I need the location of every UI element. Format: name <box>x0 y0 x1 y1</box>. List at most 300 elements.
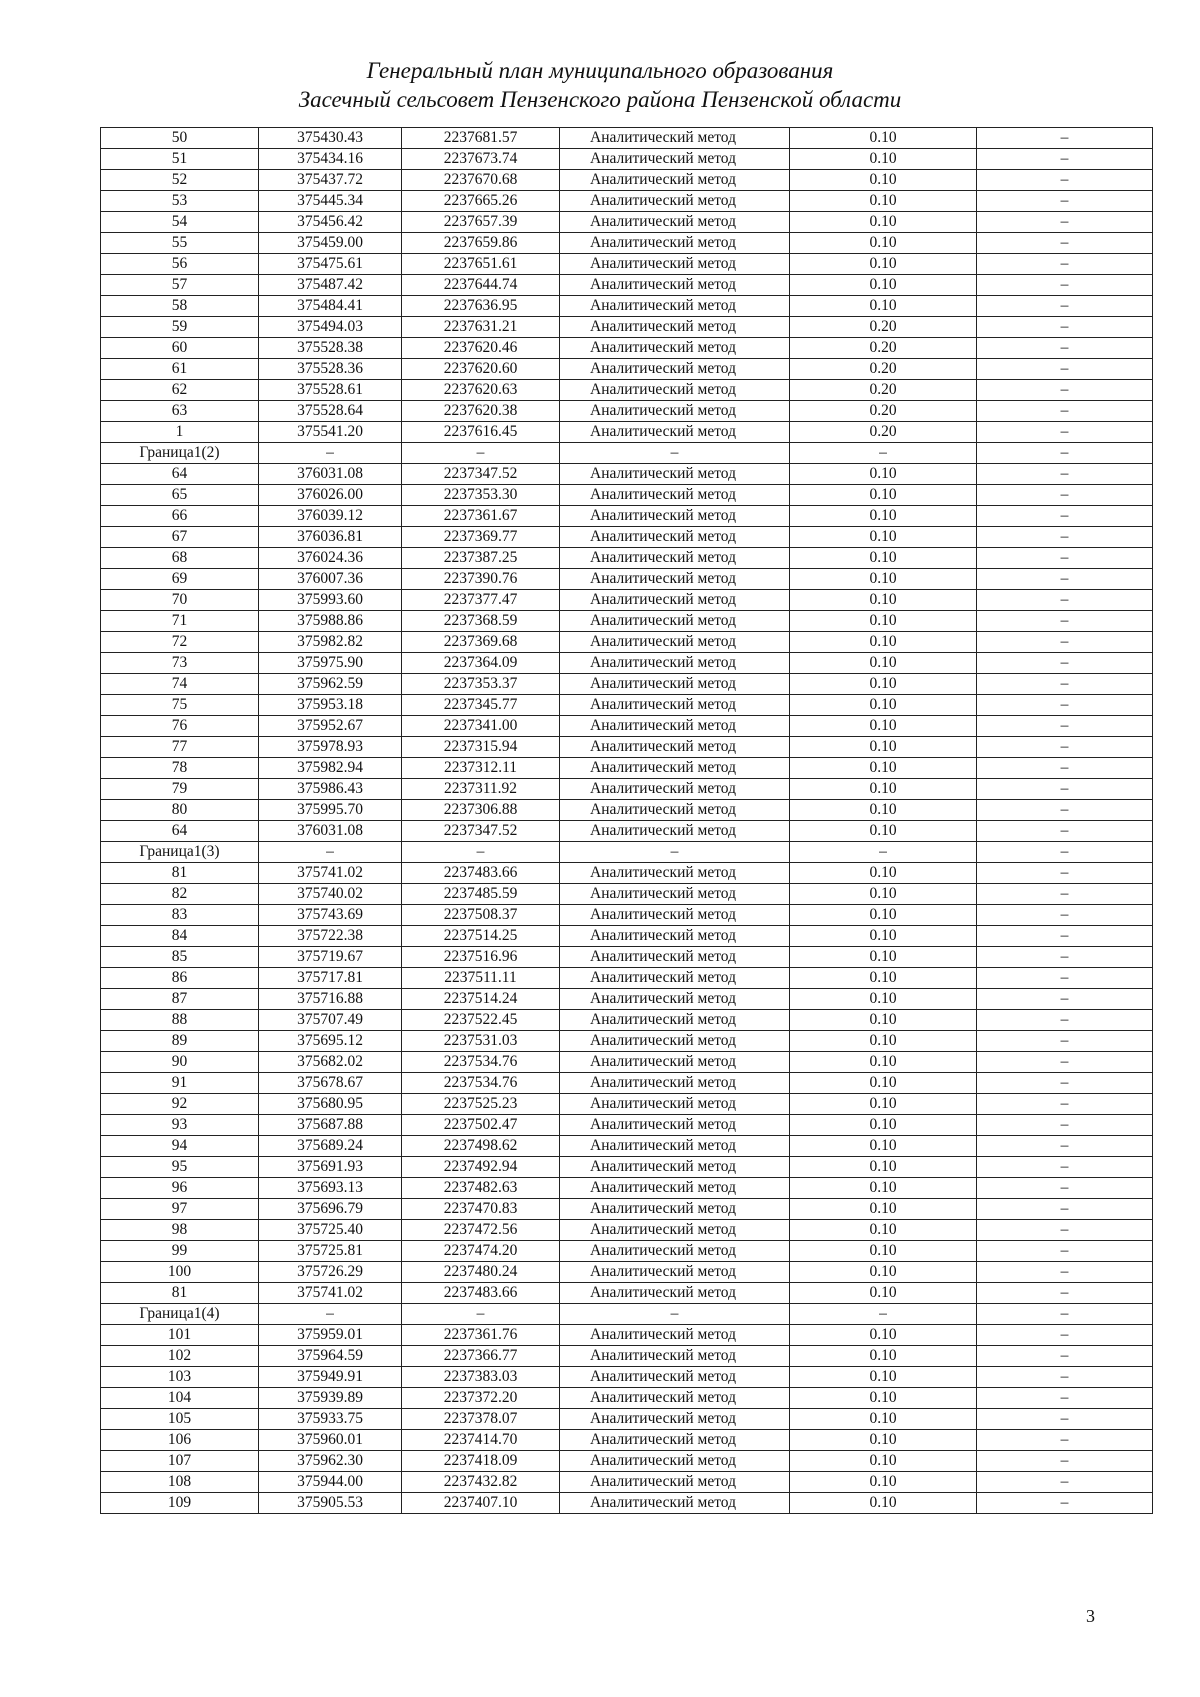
point-number-cell: 68 <box>101 548 259 569</box>
point-number-cell: 62 <box>101 380 259 401</box>
table-row <box>101 737 1153 758</box>
x-coordinate-cell: 375691.93 <box>259 1157 402 1178</box>
description-cell: – <box>977 1094 1153 1115</box>
description-cell: – <box>977 947 1153 968</box>
coordinates-table <box>100 127 1153 1514</box>
x-coordinate-cell: 375456.42 <box>259 212 402 233</box>
description-cell: – <box>977 1241 1153 1262</box>
accuracy-cell: 0.10 <box>790 1136 977 1157</box>
x-coordinate-cell: 375743.69 <box>259 905 402 926</box>
description-cell: – <box>977 317 1153 338</box>
y-coordinate-cell: – <box>402 1304 560 1325</box>
y-coordinate-cell: 2237480.24 <box>402 1262 560 1283</box>
method-cell: Аналитический метод <box>560 254 790 275</box>
description-cell: – <box>977 1388 1153 1409</box>
table-row <box>101 1493 1153 1514</box>
x-coordinate-cell: 375716.88 <box>259 989 402 1010</box>
accuracy-cell: 0.10 <box>790 170 977 191</box>
description-cell: – <box>977 191 1153 212</box>
method-cell: – <box>560 443 790 464</box>
point-number-cell: 50 <box>101 128 259 149</box>
x-coordinate-cell: 376026.00 <box>259 485 402 506</box>
accuracy-cell: 0.10 <box>790 926 977 947</box>
table-row <box>101 779 1153 800</box>
y-coordinate-cell: 2237369.77 <box>402 527 560 548</box>
accuracy-cell: 0.10 <box>790 737 977 758</box>
x-coordinate-cell: – <box>259 1304 402 1325</box>
accuracy-cell: 0.10 <box>790 1367 977 1388</box>
y-coordinate-cell: 2237651.61 <box>402 254 560 275</box>
point-number-cell: 56 <box>101 254 259 275</box>
table-row <box>101 716 1153 737</box>
accuracy-cell: 0.10 <box>790 632 977 653</box>
description-cell: – <box>977 590 1153 611</box>
description-cell: – <box>977 800 1153 821</box>
table-row <box>101 1136 1153 1157</box>
x-coordinate-cell: 376036.81 <box>259 527 402 548</box>
point-number-cell: 73 <box>101 653 259 674</box>
method-cell: Аналитический метод <box>560 674 790 695</box>
x-coordinate-cell: 375933.75 <box>259 1409 402 1430</box>
table-row <box>101 947 1153 968</box>
point-number-cell: 90 <box>101 1052 259 1073</box>
point-number-cell: 81 <box>101 1283 259 1304</box>
point-number-cell: 102 <box>101 1346 259 1367</box>
y-coordinate-cell: 2237485.59 <box>402 884 560 905</box>
y-coordinate-cell: 2237508.37 <box>402 905 560 926</box>
table-row <box>101 590 1153 611</box>
point-number-cell: 70 <box>101 590 259 611</box>
y-coordinate-cell: 2237472.56 <box>402 1220 560 1241</box>
y-coordinate-cell: 2237347.52 <box>402 821 560 842</box>
description-cell: – <box>977 611 1153 632</box>
x-coordinate-cell: 375982.82 <box>259 632 402 653</box>
method-cell: Аналитический метод <box>560 821 790 842</box>
point-number-cell: 72 <box>101 632 259 653</box>
method-cell: Аналитический метод <box>560 296 790 317</box>
y-coordinate-cell: 2237514.25 <box>402 926 560 947</box>
description-cell: – <box>977 1052 1153 1073</box>
table-row <box>101 800 1153 821</box>
y-coordinate-cell: 2237636.95 <box>402 296 560 317</box>
accuracy-cell: 0.10 <box>790 212 977 233</box>
accuracy-cell: 0.10 <box>790 1157 977 1178</box>
y-coordinate-cell: 2237516.96 <box>402 947 560 968</box>
table-row <box>101 1094 1153 1115</box>
description-cell: – <box>977 149 1153 170</box>
table-row <box>101 632 1153 653</box>
point-number-cell: 57 <box>101 275 259 296</box>
description-cell: – <box>977 779 1153 800</box>
table-row <box>101 653 1153 674</box>
x-coordinate-cell: 375975.90 <box>259 653 402 674</box>
description-cell: – <box>977 674 1153 695</box>
x-coordinate-cell: 376039.12 <box>259 506 402 527</box>
description-cell: – <box>977 1325 1153 1346</box>
accuracy-cell: 0.10 <box>790 149 977 170</box>
x-coordinate-cell: 376024.36 <box>259 548 402 569</box>
accuracy-cell: 0.10 <box>790 1283 977 1304</box>
y-coordinate-cell: 2237482.63 <box>402 1178 560 1199</box>
method-cell: Аналитический метод <box>560 401 790 422</box>
x-coordinate-cell: 375740.02 <box>259 884 402 905</box>
y-coordinate-cell: 2237665.26 <box>402 191 560 212</box>
x-coordinate-cell: – <box>259 842 402 863</box>
accuracy-cell: 0.10 <box>790 1493 977 1514</box>
point-number-cell: 64 <box>101 464 259 485</box>
method-cell: Аналитический метод <box>560 905 790 926</box>
method-cell: – <box>560 842 790 863</box>
point-number-cell: 67 <box>101 527 259 548</box>
table-row <box>101 989 1153 1010</box>
table-row <box>101 821 1153 842</box>
table-row <box>101 422 1153 443</box>
table-row <box>101 1178 1153 1199</box>
method-cell: Аналитический метод <box>560 1241 790 1262</box>
table-row <box>101 1220 1153 1241</box>
y-coordinate-cell: 2237644.74 <box>402 275 560 296</box>
method-cell: Аналитический метод <box>560 1451 790 1472</box>
table-row <box>101 1304 1153 1325</box>
x-coordinate-cell: 376031.08 <box>259 464 402 485</box>
point-number-cell: 91 <box>101 1073 259 1094</box>
description-cell: – <box>977 1199 1153 1220</box>
accuracy-cell: 0.20 <box>790 359 977 380</box>
point-number-cell: 106 <box>101 1430 259 1451</box>
description-cell: – <box>977 989 1153 1010</box>
description-cell: – <box>977 632 1153 653</box>
x-coordinate-cell: 375722.38 <box>259 926 402 947</box>
accuracy-cell: 0.10 <box>790 1178 977 1199</box>
method-cell: Аналитический метод <box>560 632 790 653</box>
description-cell: – <box>977 1493 1153 1514</box>
method-cell: Аналитический метод <box>560 863 790 884</box>
x-coordinate-cell: 375695.12 <box>259 1031 402 1052</box>
method-cell: Аналитический метод <box>560 758 790 779</box>
y-coordinate-cell: 2237407.10 <box>402 1493 560 1514</box>
accuracy-cell: 0.10 <box>790 569 977 590</box>
y-coordinate-cell: 2237498.62 <box>402 1136 560 1157</box>
accuracy-cell: 0.10 <box>790 1220 977 1241</box>
description-cell: – <box>977 401 1153 422</box>
x-coordinate-cell: 375528.36 <box>259 359 402 380</box>
page-number: 3 <box>1086 1606 1095 1626</box>
point-number-cell: 66 <box>101 506 259 527</box>
accuracy-cell: 0.10 <box>790 1052 977 1073</box>
method-cell: Аналитический метод <box>560 590 790 611</box>
method-cell: Аналитический метод <box>560 1283 790 1304</box>
y-coordinate-cell: 2237366.77 <box>402 1346 560 1367</box>
point-number-cell: 104 <box>101 1388 259 1409</box>
method-cell: Аналитический метод <box>560 1409 790 1430</box>
point-number-cell: 87 <box>101 989 259 1010</box>
accuracy-cell: 0.10 <box>790 1325 977 1346</box>
table-row <box>101 1052 1153 1073</box>
table-row <box>101 674 1153 695</box>
table-row <box>101 380 1153 401</box>
description-cell: – <box>977 422 1153 443</box>
description-cell: – <box>977 1346 1153 1367</box>
y-coordinate-cell: 2237377.47 <box>402 590 560 611</box>
method-cell: Аналитический метод <box>560 569 790 590</box>
description-cell: – <box>977 863 1153 884</box>
method-cell: Аналитический метод <box>560 1199 790 1220</box>
y-coordinate-cell: – <box>402 842 560 863</box>
table-row <box>101 611 1153 632</box>
document-header <box>0 56 1200 114</box>
point-number-cell: 94 <box>101 1136 259 1157</box>
accuracy-cell: 0.10 <box>790 989 977 1010</box>
description-cell: – <box>977 275 1153 296</box>
method-cell: Аналитический метод <box>560 1094 790 1115</box>
accuracy-cell: 0.10 <box>790 296 977 317</box>
y-coordinate-cell: 2237620.38 <box>402 401 560 422</box>
point-number-cell: Граница1(4) <box>101 1304 259 1325</box>
table-row <box>101 149 1153 170</box>
method-cell: Аналитический метод <box>560 1325 790 1346</box>
table-row <box>101 758 1153 779</box>
x-coordinate-cell: 375445.34 <box>259 191 402 212</box>
description-cell: – <box>977 968 1153 989</box>
y-coordinate-cell: 2237511.11 <box>402 968 560 989</box>
method-cell: Аналитический метод <box>560 1052 790 1073</box>
accuracy-cell: 0.10 <box>790 1094 977 1115</box>
method-cell: Аналитический метод <box>560 191 790 212</box>
method-cell: Аналитический метод <box>560 359 790 380</box>
table-row <box>101 548 1153 569</box>
table-row <box>101 1073 1153 1094</box>
accuracy-cell: 0.10 <box>790 590 977 611</box>
point-number-cell: 54 <box>101 212 259 233</box>
y-coordinate-cell: 2237657.39 <box>402 212 560 233</box>
y-coordinate-cell: 2237522.45 <box>402 1010 560 1031</box>
x-coordinate-cell: 375707.49 <box>259 1010 402 1031</box>
table-row <box>101 212 1153 233</box>
method-cell: Аналитический метод <box>560 317 790 338</box>
description-cell: – <box>977 359 1153 380</box>
point-number-cell: 101 <box>101 1325 259 1346</box>
y-coordinate-cell: 2237531.03 <box>402 1031 560 1052</box>
y-coordinate-cell: 2237414.70 <box>402 1430 560 1451</box>
table-row <box>101 926 1153 947</box>
accuracy-cell: 0.10 <box>790 1346 977 1367</box>
accuracy-cell: 0.20 <box>790 380 977 401</box>
point-number-cell: 96 <box>101 1178 259 1199</box>
table-row <box>101 443 1153 464</box>
accuracy-cell: 0.10 <box>790 254 977 275</box>
coordinates-table-body <box>101 128 1153 1514</box>
y-coordinate-cell: 2237390.76 <box>402 569 560 590</box>
method-cell: Аналитический метод <box>560 1073 790 1094</box>
y-coordinate-cell: 2237670.68 <box>402 170 560 191</box>
point-number-cell: 108 <box>101 1472 259 1493</box>
y-coordinate-cell: 2237432.82 <box>402 1472 560 1493</box>
description-cell: – <box>977 1472 1153 1493</box>
x-coordinate-cell: 375430.43 <box>259 128 402 149</box>
point-number-cell: 53 <box>101 191 259 212</box>
table-row <box>101 1472 1153 1493</box>
y-coordinate-cell: 2237534.76 <box>402 1073 560 1094</box>
accuracy-cell: 0.20 <box>790 401 977 422</box>
table-row <box>101 1283 1153 1304</box>
method-cell: Аналитический метод <box>560 653 790 674</box>
table-row <box>101 1409 1153 1430</box>
x-coordinate-cell: 375725.40 <box>259 1220 402 1241</box>
x-coordinate-cell: 375982.94 <box>259 758 402 779</box>
point-number-cell: 97 <box>101 1199 259 1220</box>
point-number-cell: 109 <box>101 1493 259 1514</box>
accuracy-cell: 0.10 <box>790 674 977 695</box>
method-cell: Аналитический метод <box>560 275 790 296</box>
method-cell: Аналитический метод <box>560 968 790 989</box>
x-coordinate-cell: 375978.93 <box>259 737 402 758</box>
accuracy-cell: 0.10 <box>790 191 977 212</box>
table-row <box>101 338 1153 359</box>
x-coordinate-cell: 375959.01 <box>259 1325 402 1346</box>
description-cell: – <box>977 1010 1153 1031</box>
method-cell: Аналитический метод <box>560 422 790 443</box>
method-cell: Аналитический метод <box>560 338 790 359</box>
method-cell: Аналитический метод <box>560 947 790 968</box>
y-coordinate-cell: 2237470.83 <box>402 1199 560 1220</box>
point-number-cell: 103 <box>101 1367 259 1388</box>
y-coordinate-cell: 2237361.67 <box>402 506 560 527</box>
table-row <box>101 485 1153 506</box>
x-coordinate-cell: 375528.61 <box>259 380 402 401</box>
accuracy-cell: 0.10 <box>790 611 977 632</box>
table-row <box>101 1367 1153 1388</box>
y-coordinate-cell: 2237311.92 <box>402 779 560 800</box>
y-coordinate-cell: – <box>402 443 560 464</box>
x-coordinate-cell: 375682.02 <box>259 1052 402 1073</box>
description-cell: – <box>977 296 1153 317</box>
accuracy-cell: 0.20 <box>790 338 977 359</box>
table-row <box>101 1157 1153 1178</box>
description-cell: – <box>977 338 1153 359</box>
y-coordinate-cell: 2237378.07 <box>402 1409 560 1430</box>
y-coordinate-cell: 2237659.86 <box>402 233 560 254</box>
y-coordinate-cell: 2237353.30 <box>402 485 560 506</box>
x-coordinate-cell: 375949.91 <box>259 1367 402 1388</box>
accuracy-cell: 0.10 <box>790 863 977 884</box>
point-number-cell: 86 <box>101 968 259 989</box>
description-cell: – <box>977 443 1153 464</box>
point-number-cell: 55 <box>101 233 259 254</box>
table-row <box>101 233 1153 254</box>
point-number-cell: Граница1(2) <box>101 443 259 464</box>
point-number-cell: 107 <box>101 1451 259 1472</box>
method-cell: Аналитический метод <box>560 737 790 758</box>
description-cell: – <box>977 653 1153 674</box>
description-cell: – <box>977 1262 1153 1283</box>
description-cell: – <box>977 485 1153 506</box>
x-coordinate-cell: 375953.18 <box>259 695 402 716</box>
method-cell: Аналитический метод <box>560 1493 790 1514</box>
x-coordinate-cell: 375964.59 <box>259 1346 402 1367</box>
x-coordinate-cell: 375494.03 <box>259 317 402 338</box>
y-coordinate-cell: 2237312.11 <box>402 758 560 779</box>
point-number-cell: 88 <box>101 1010 259 1031</box>
x-coordinate-cell: 375741.02 <box>259 1283 402 1304</box>
point-number-cell: 65 <box>101 485 259 506</box>
accuracy-cell: 0.10 <box>790 1199 977 1220</box>
accuracy-cell: 0.10 <box>790 485 977 506</box>
method-cell: Аналитический метод <box>560 527 790 548</box>
accuracy-cell: 0.10 <box>790 1262 977 1283</box>
x-coordinate-cell: 375905.53 <box>259 1493 402 1514</box>
y-coordinate-cell: 2237525.23 <box>402 1094 560 1115</box>
table-row <box>101 128 1153 149</box>
y-coordinate-cell: 2237474.20 <box>402 1241 560 1262</box>
accuracy-cell: 0.10 <box>790 464 977 485</box>
table-row <box>101 1388 1153 1409</box>
point-number-cell: 95 <box>101 1157 259 1178</box>
x-coordinate-cell: 375726.29 <box>259 1262 402 1283</box>
description-cell: – <box>977 821 1153 842</box>
accuracy-cell: 0.10 <box>790 758 977 779</box>
accuracy-cell: 0.10 <box>790 1241 977 1262</box>
y-coordinate-cell: 2237368.59 <box>402 611 560 632</box>
accuracy-cell: 0.10 <box>790 506 977 527</box>
description-cell: – <box>977 569 1153 590</box>
table-row <box>101 170 1153 191</box>
x-coordinate-cell: 375717.81 <box>259 968 402 989</box>
accuracy-cell: 0.10 <box>790 233 977 254</box>
description-cell: – <box>977 842 1153 863</box>
method-cell: Аналитический метод <box>560 464 790 485</box>
point-number-cell: 80 <box>101 800 259 821</box>
x-coordinate-cell: 375437.72 <box>259 170 402 191</box>
method-cell: Аналитический метод <box>560 1367 790 1388</box>
y-coordinate-cell: 2237387.25 <box>402 548 560 569</box>
accuracy-cell: 0.10 <box>790 800 977 821</box>
accuracy-cell: 0.10 <box>790 1010 977 1031</box>
method-cell: Аналитический метод <box>560 611 790 632</box>
table-row <box>101 695 1153 716</box>
description-cell: – <box>977 1136 1153 1157</box>
table-row <box>101 884 1153 905</box>
table-row <box>101 905 1153 926</box>
x-coordinate-cell: 375741.02 <box>259 863 402 884</box>
x-coordinate-cell: 375988.86 <box>259 611 402 632</box>
point-number-cell: 105 <box>101 1409 259 1430</box>
y-coordinate-cell: 2237483.66 <box>402 1283 560 1304</box>
accuracy-cell: 0.10 <box>790 527 977 548</box>
description-cell: – <box>977 548 1153 569</box>
point-number-cell: 1 <box>101 422 259 443</box>
table-row <box>101 1430 1153 1451</box>
accuracy-cell: 0.10 <box>790 821 977 842</box>
description-cell: – <box>977 1073 1153 1094</box>
method-cell: Аналитический метод <box>560 1178 790 1199</box>
y-coordinate-cell: 2237383.03 <box>402 1367 560 1388</box>
method-cell: Аналитический метод <box>560 506 790 527</box>
point-number-cell: 74 <box>101 674 259 695</box>
y-coordinate-cell: 2237492.94 <box>402 1157 560 1178</box>
table-row <box>101 968 1153 989</box>
x-coordinate-cell: 375678.67 <box>259 1073 402 1094</box>
point-number-cell: 89 <box>101 1031 259 1052</box>
y-coordinate-cell: 2237616.45 <box>402 422 560 443</box>
x-coordinate-cell: 375986.43 <box>259 779 402 800</box>
accuracy-cell: 0.10 <box>790 884 977 905</box>
x-coordinate-cell: 375719.67 <box>259 947 402 968</box>
table-row <box>101 254 1153 275</box>
x-coordinate-cell: 375459.00 <box>259 233 402 254</box>
point-number-cell: 99 <box>101 1241 259 1262</box>
method-cell: Аналитический метод <box>560 926 790 947</box>
y-coordinate-cell: 2237361.76 <box>402 1325 560 1346</box>
